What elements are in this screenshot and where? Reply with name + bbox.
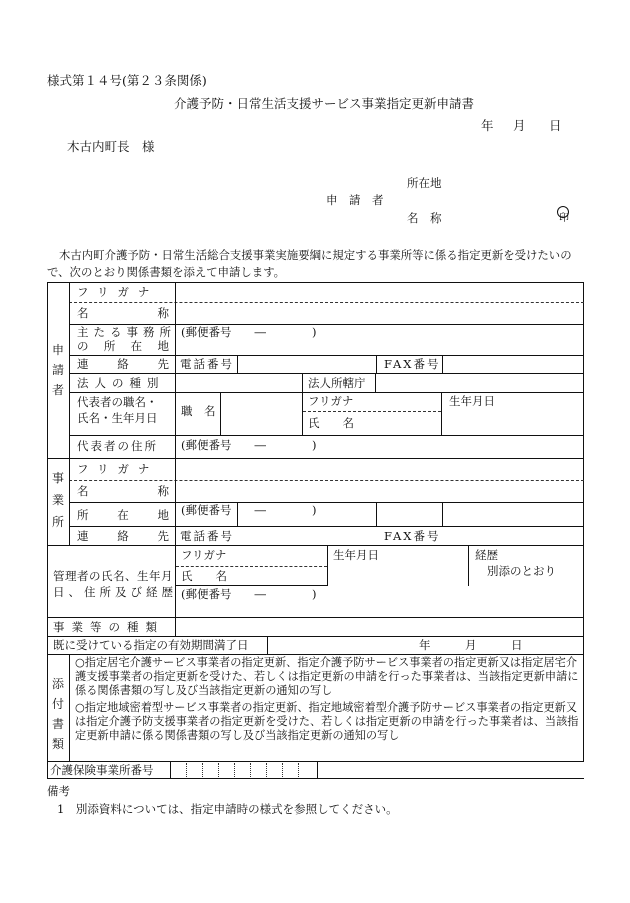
office-name-label: 名称	[77, 484, 169, 498]
seal-circle	[557, 206, 569, 218]
attachments-label-4: 類	[51, 737, 64, 751]
attachments-label-1: 添	[51, 677, 64, 691]
addressee: 木古内町長 様	[67, 139, 155, 154]
representative-label-2: 氏名・生年月日	[77, 411, 158, 425]
seal-mark: 印	[559, 213, 569, 224]
office-fax-label: FAX番号	[384, 529, 441, 543]
manager-furigana-label: フリガナ	[181, 548, 227, 562]
expiry-label: 既に受けている指定の有効期間満了日	[53, 638, 249, 652]
intro-line-2: で、次のとおり関係書類を添えて申請します。	[47, 265, 286, 279]
manager-history-label: 経歴	[475, 548, 498, 562]
representative-label-1: 代表者の職名・	[77, 395, 158, 409]
applicant-furigana-label: フリガナ	[77, 285, 159, 299]
form-number: 様式第１４号(第２３条関係)	[47, 73, 207, 88]
office-contact-label: 連絡先	[77, 529, 169, 543]
date-month: 月	[513, 118, 526, 133]
expiry-day: 日	[511, 638, 523, 652]
date-day: 日	[549, 118, 562, 133]
manager-postal: (郵便番号 ― )	[181, 587, 317, 601]
applicant-label-1: 申	[51, 343, 64, 357]
notes-item-1: 1 別添資料については、指定申請時の様式を参照してください。	[57, 802, 398, 816]
applicant-fax-label: FAX番号	[384, 357, 441, 371]
attachments-text-2: ○指定地域密着型サービス事業者の指定更新、指定地域密着型介護予防サービス事業者の指定更新又は指定介護予防支援事業者の指定更新を受けた、若しくは指定更新の申請を行った事業者は、当該指定更新申請に係る関係書類の写し及び当該指定更新の通知の写し	[75, 701, 579, 743]
manager-label-1: 管理者の氏名、生年月	[53, 569, 173, 583]
office-furigana-label: フリガナ	[77, 462, 159, 476]
applicant-name-label: 名称	[77, 306, 169, 320]
applicant-label-3: 者	[51, 383, 64, 397]
applicant-contact-label: 連絡先	[77, 357, 169, 371]
applicant-postal: (郵便番号 ― )	[181, 325, 317, 339]
applicant-office-label-2: の所在地	[77, 339, 169, 353]
insurance-number-label: 介護保険事業所番号	[50, 763, 154, 777]
applicant-label-2: 請	[51, 363, 64, 377]
corp-type-label: 法人の種別	[77, 376, 165, 390]
office-postal: (郵便番号 ― )	[181, 503, 317, 517]
application-form-table	[47, 282, 584, 779]
manager-name-label: 氏 名	[181, 569, 227, 583]
office-label-1: 事	[51, 471, 64, 485]
manager-history-note: 別添のとおり	[487, 564, 556, 578]
office-label-2: 業	[51, 493, 64, 507]
applicant-label: 申 請 者	[326, 193, 384, 207]
office-label-3: 所	[51, 515, 64, 529]
attachments-label-2: 付	[51, 697, 64, 711]
business-type-label: 事業等の種類	[53, 620, 164, 634]
rep-title-label: 職 名	[181, 404, 216, 418]
expiry-year: 年	[419, 638, 431, 652]
rep-birth-label: 生年月日	[449, 394, 495, 408]
office-location-label: 所在地	[77, 508, 169, 522]
rep-furigana-label: フリガナ	[308, 394, 354, 408]
intro-line-1: 木古内町介護予防・日常生活総合支援事業実施要綱に規定する事業所等に係る指定更新を受けたいの	[59, 248, 572, 262]
applicant-phone-label: 電話番号	[180, 357, 234, 371]
name-label: 名 称	[407, 211, 442, 225]
document-title: 介護予防・日常生活支援サービス事業指定更新申請書	[174, 96, 475, 111]
office-phone-label: 電話番号	[180, 529, 234, 543]
corp-authority-label: 法人所轄庁	[308, 376, 366, 390]
notes-heading: 備考	[47, 784, 70, 798]
attachments-label-3: 書	[51, 717, 64, 731]
manager-label-2: 日、住所及び経歴	[53, 585, 177, 599]
rep-address-label: 代表者の住所	[77, 439, 158, 453]
attachments-text-1: ○指定居宅介護サービス事業者の指定更新、指定介護予防サービス事業者の指定更新又は指定居宅介護支援事業者の指定更新を受けた、若しくは指定更新の申請を行った事業者は、当該指定更新申請に係る関係書類の写し及び当該指定更新の通知の写し	[75, 656, 579, 698]
rep-name-label: 氏 名	[308, 416, 354, 430]
applicant-office-label-1: 主たる事務所	[77, 325, 176, 339]
rep-postal: (郵便番号 ― )	[181, 438, 317, 452]
location-label: 所在地	[407, 176, 442, 190]
date-year: 年	[481, 118, 494, 133]
expiry-month: 月	[465, 638, 477, 652]
manager-birth-label: 生年月日	[333, 548, 379, 562]
